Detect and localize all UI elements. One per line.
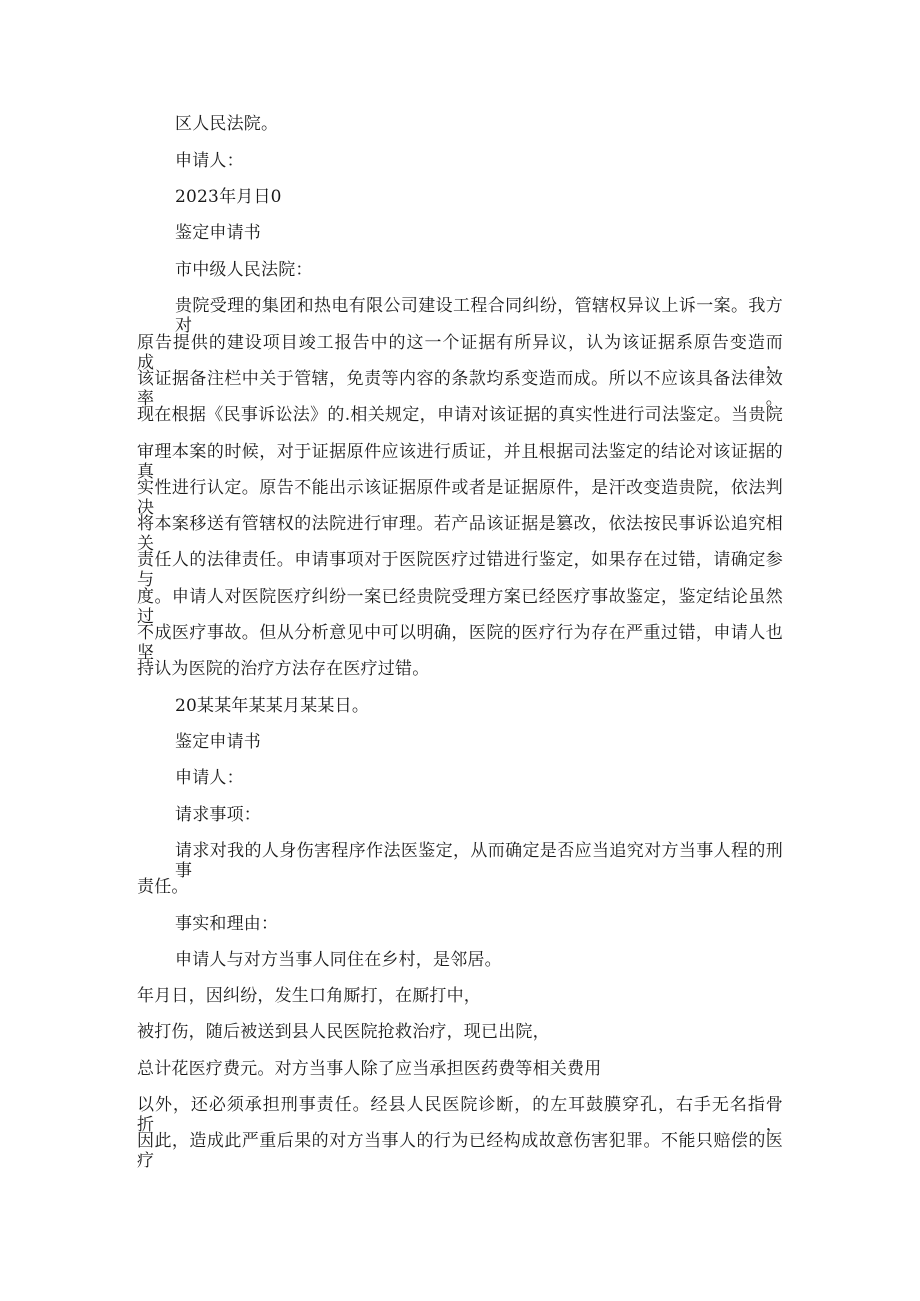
- addressee-line: 市中级人民法院：: [175, 260, 313, 280]
- paragraph-line: 现在根据《民事诉讼法》的.相关规定，申请对该证据的真实性进行司法鉴定。当贵院: [137, 405, 783, 425]
- paragraph-line: 实性进行认定。原告不能出示该证据原件或者是证据原件，是汗改变造贵院，依法判决: [137, 478, 783, 518]
- court-address-line: 区人民法院。: [175, 114, 279, 134]
- paragraph-line: 持认为医院的治疗方法存在医疗过错。: [137, 659, 430, 679]
- paragraph-line: 申请人与对方当事人同住在乡村，是邻居。: [175, 950, 502, 970]
- paragraph-line: 以外，还必须承担刑事责任。经县人民医院诊断，的左耳鼓膜穿孔，右手无名指骨折，: [137, 1095, 783, 1135]
- paragraph-line: 请求对我的人身伤害程序作法医鉴定，从而确定是否应当追究对方当事人程的刑事: [175, 841, 783, 881]
- paragraph-line: 总计花医疗费元。对方当事人除了应当承担医药费等相关费用: [137, 1059, 602, 1079]
- paragraph-line: 度。申请人对医院医疗纠纷一案已经贵院受理方案已经医疗事故鉴定，鉴定结论虽然过: [137, 587, 783, 627]
- paragraph-line: 因此，造成此严重后果的对方当事人的行为已经构成故意伤害犯罪。不能只赔偿的医疗: [137, 1131, 783, 1171]
- paragraph-line: 责任人的法律责任。申请事项对于医院医疗过错进行鉴定，如果存在过错，请确定参与: [137, 550, 783, 590]
- date-line: 2023年月日0: [175, 187, 282, 207]
- document-heading: 鉴定申请书: [175, 223, 261, 243]
- section-heading-requests: 请求事项：: [175, 805, 261, 825]
- signature-date-line: 20某某年某某月某某日。: [175, 696, 370, 716]
- paragraph-line: 原告提供的建设项目竣工报告中的这一个证据有所异议，认为该证据系原告变造而成，: [137, 333, 783, 373]
- paragraph-line: 不成医疗事故。但从分析意见中可以明确，医院的医疗行为存在严重过错，申请人也坚: [137, 623, 783, 663]
- section-heading-facts: 事实和理由：: [175, 914, 279, 934]
- applicant-label: 申请人：: [175, 151, 244, 171]
- applicant-label: 申请人：: [175, 768, 244, 788]
- paragraph-line: 年月日，因纠纷，发生口角厮打，在厮打中，: [137, 986, 481, 1006]
- paragraph-line: 将本案移送有管辖权的法院进行审理。若产品该证据是篡改，依法按民事诉讼追究相关: [137, 514, 783, 554]
- paragraph-line: 审理本案的时候，对于证据原件应该进行质证，并且根据司法鉴定的结论对该证据的真: [137, 442, 783, 482]
- paragraph-line: 责任。: [137, 877, 189, 897]
- paragraph-line: 该证据备注栏中关于管辖，免责等内容的条款均系变造而成。所以不应该具备法律效率。: [137, 369, 783, 409]
- paragraph-line: 被打伤，随后被送到县人民医院抢救治疗，现已出院，: [137, 1022, 550, 1042]
- paragraph-line: 贵院受理的集团和热电有限公司建设工程合同纠纷，管辖权异议上诉一案。我方对: [175, 296, 783, 336]
- document-heading: 鉴定申请书: [175, 732, 261, 752]
